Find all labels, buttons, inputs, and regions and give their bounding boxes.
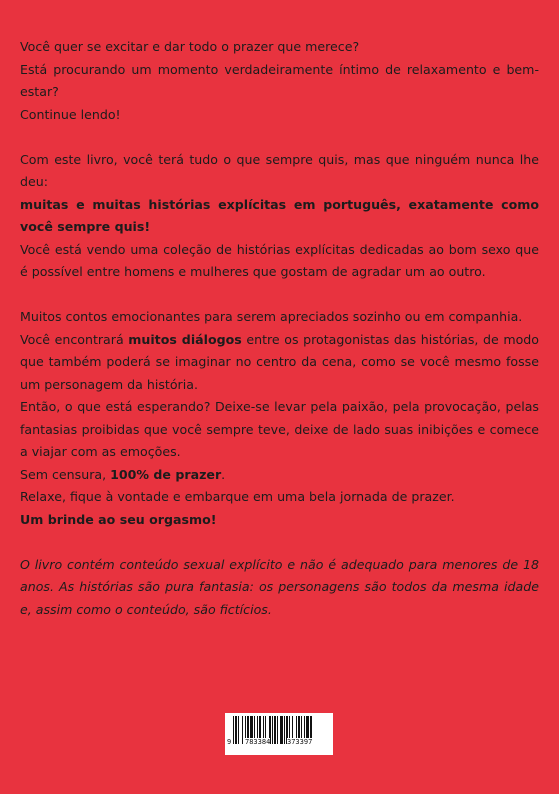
stories-censor <box>20 464 539 487</box>
intro-continue: Continue lendo! <box>20 106 121 122</box>
book-lead: Com este livro, você terá tudo o que sempre quis, mas que ninguém nunca lhe deu: <box>20 151 539 189</box>
stories-invite: Então, o que está esperando? Deixe-se levar pela paixão, pela provocação, pelas fantasias proibidas que você sempre teve, deixe de lado suas inibições e comece a viajar com as emoções. <box>20 399 539 459</box>
censor-bold: 100% de prazer <box>110 466 222 482</box>
barcode-bar <box>238 716 239 744</box>
barcode-bar <box>272 716 273 744</box>
dialogue-post: entre os protagonistas das histórias, de modo que também poderá se imaginar no centro da cena, como se você mesmo fosse um personagem da história. <box>20 331 540 392</box>
dialogue-bold: muitos diálogos <box>128 331 242 347</box>
book-highlight <box>20 194 539 239</box>
censor-pre: Sem censura, <box>20 466 111 482</box>
barcode-bar <box>274 716 276 744</box>
barcode-group-right: 373397 <box>287 738 313 746</box>
paragraph-gap <box>20 531 539 554</box>
stories-toast <box>20 509 539 532</box>
barcode-bar <box>277 716 278 744</box>
toast-bold: Um brinde ao seu orgasmo! <box>20 511 217 527</box>
intro-question: Você quer se excitar e dar todo o prazer que merece? <box>20 39 360 54</box>
barcode-bar <box>233 716 234 744</box>
paragraph-gap <box>20 284 539 307</box>
barcode-bar <box>284 716 285 744</box>
back-cover-text <box>20 36 539 621</box>
barcode-bars-icon <box>225 713 333 755</box>
dialogue-pre: Você encontrará <box>20 331 129 347</box>
age-disclaimer: O livro contém conteúdo sexual explícito e não é adequado para menores de 18 anos. As histórias são pura fantasia: os personagens são todos da mesma idade e, assim como o conteúdo, são fictícios. <box>20 556 539 617</box>
barcode-bar <box>280 716 283 744</box>
barcode-digit-first: 9 <box>227 738 232 746</box>
censor-post: . <box>221 466 226 482</box>
book-highlight-bold: muitas e muitas histórias explícitas em português, exatamente como você sempre quis! <box>20 196 539 234</box>
paragraph-gap <box>20 126 539 149</box>
intro-relaxation: Está procurando um momento verdadeiramente íntimo de relaxamento e bem-estar? <box>20 61 539 99</box>
barcode-group-left: 783384 <box>245 738 271 746</box>
book-collection: Você está vendo uma coleção de histórias explícitas dedicadas ao bom sexo que é possível entre homens e mulheres que gostam de agradar um ao outro. <box>20 241 539 279</box>
stories-dialogue <box>20 329 539 397</box>
barcode-bar <box>235 716 237 744</box>
stories-tales: Muitos contos emocionantes para serem apreciados sozinho ou em companhia. <box>20 309 523 324</box>
isbn-barcode <box>225 713 333 755</box>
barcode-bar <box>242 716 243 744</box>
stories-relax: Relaxe, fique à vontade e embarque em uma bela jornada de prazer. <box>20 489 455 504</box>
